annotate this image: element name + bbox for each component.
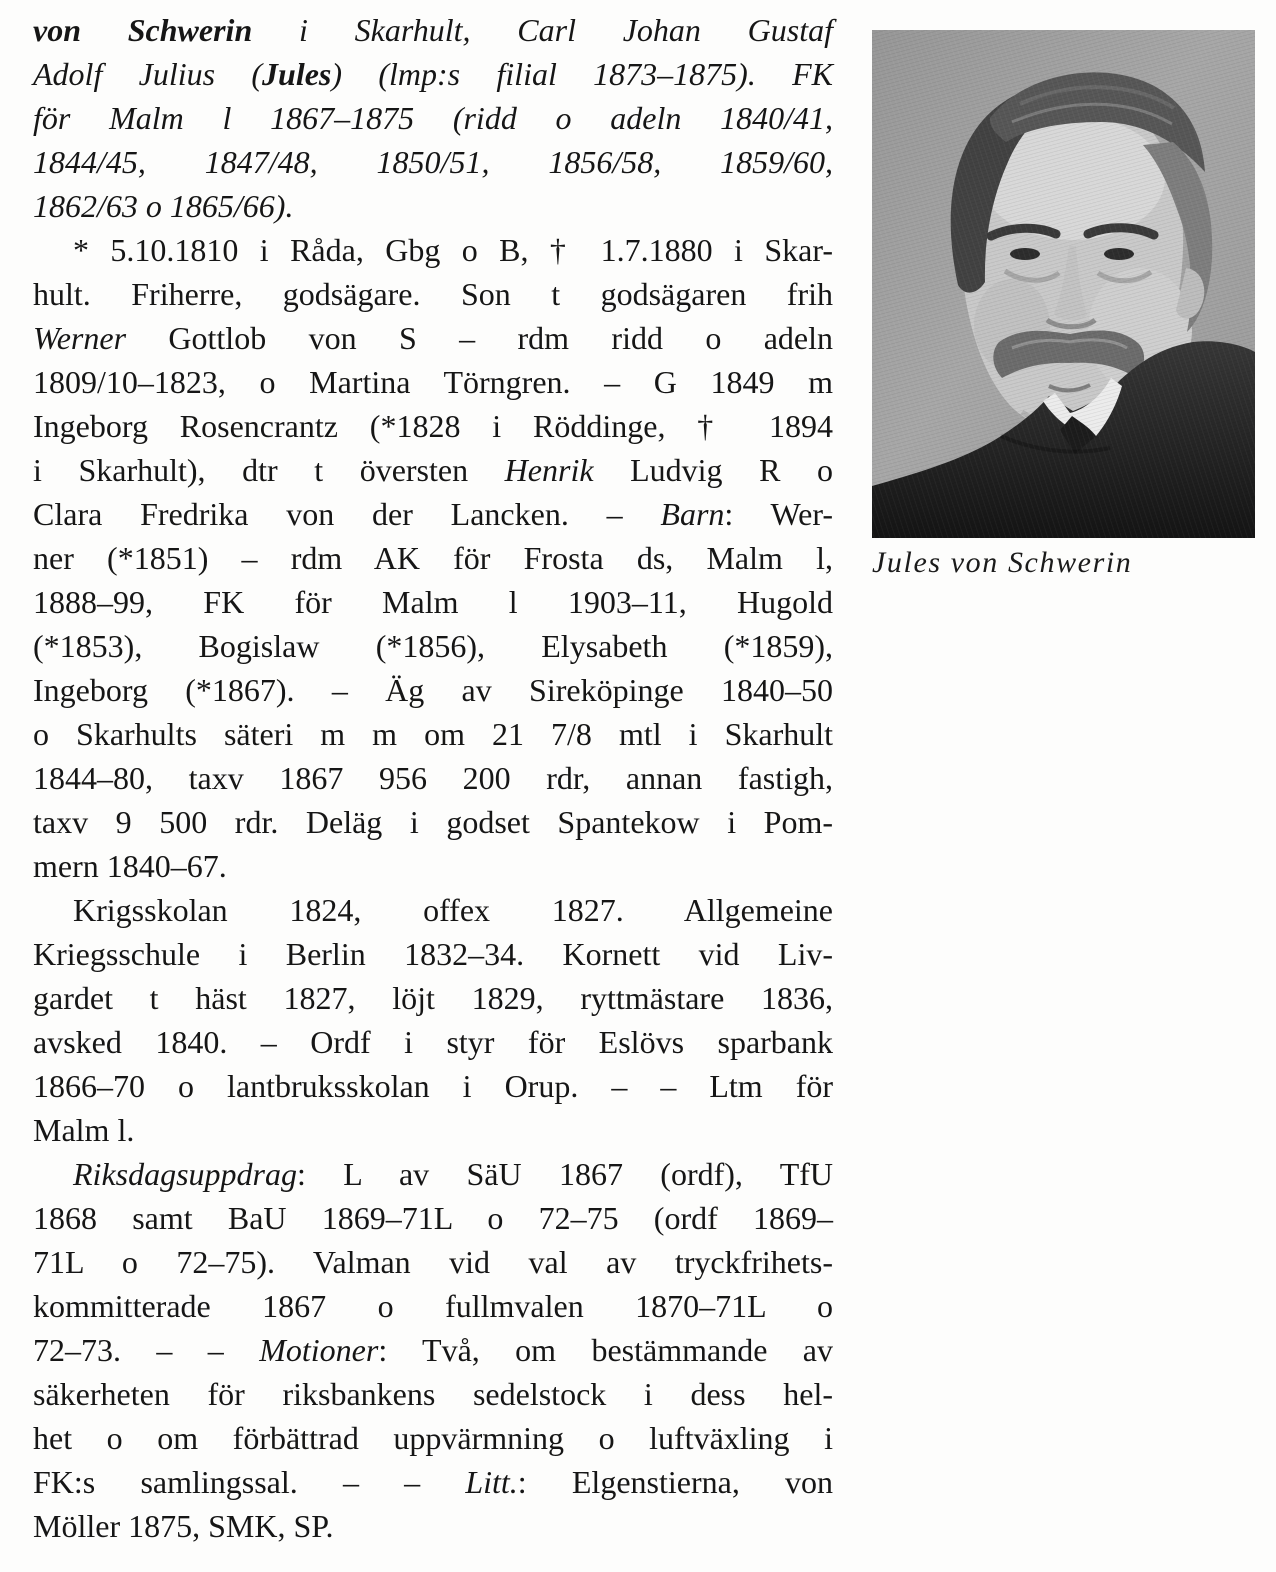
text-segment: 1888–99, FK för Malm l 1903–11, Hugold xyxy=(33,584,833,620)
text-line xyxy=(33,844,833,888)
text-segment: ) (lmp:s filial 1873–1875). FK xyxy=(331,56,834,92)
paragraph-biography xyxy=(33,228,833,888)
text-line xyxy=(33,1504,833,1548)
text-line xyxy=(33,1328,833,1372)
article-text xyxy=(33,8,833,1548)
text-segment: Clara Fredrika von der Lancken. – xyxy=(33,496,661,532)
text-segment: 1844–80, taxv 1867 956 200 rdr, annan fastigh, xyxy=(33,760,833,796)
text-line xyxy=(33,624,833,668)
text-segment: mern 1840–67. xyxy=(33,848,227,884)
text-line xyxy=(33,1284,833,1328)
text-segment: Riksdagsuppdrag xyxy=(73,1156,297,1192)
text-line xyxy=(33,404,833,448)
text-segment: o Skarhults säteri m m om 21 7/8 mtl i Skarhult xyxy=(33,716,833,752)
text-segment: ner (*1851) – rdm AK för Frosta ds, Malm l, xyxy=(33,540,833,576)
text-segment: 1809/10–1823, o Martina Törngren. – G 1849 m xyxy=(33,364,833,400)
text-line xyxy=(33,272,833,316)
text-segment: * 5.10.1810 i Råda, Gbg o B, † 1.7.1880 i Skar- xyxy=(73,232,833,268)
text-segment: Jules xyxy=(262,56,332,92)
text-segment: Barn xyxy=(660,496,725,532)
text-segment: Möller 1875, SMK, SP. xyxy=(33,1508,334,1544)
text-line xyxy=(33,1240,833,1284)
text-line xyxy=(33,448,833,492)
paragraph-career xyxy=(33,888,833,1152)
text-line xyxy=(33,1372,833,1416)
text-line xyxy=(33,800,833,844)
text-line xyxy=(33,580,833,624)
text-line xyxy=(33,316,833,360)
text-segment: het o om förbättrad uppvärmning o luftväxling i xyxy=(33,1420,833,1456)
text-segment: Ingeborg (*1867). – Äg av Sireköpinge 1840–50 xyxy=(33,672,833,708)
text-line xyxy=(33,492,833,536)
text-line xyxy=(33,668,833,712)
text-segment: : L av SäU 1867 (ordf), TfU xyxy=(297,1156,833,1192)
portrait-photo xyxy=(872,30,1255,538)
text-segment: FK:s samlingssal. – – xyxy=(33,1464,466,1500)
text-segment: Krigsskolan 1824, offex 1827. Allgemeine xyxy=(73,892,833,928)
text-line xyxy=(33,1416,833,1460)
text-segment: gardet t häst 1827, löjt 1829, ryttmästare 1836, xyxy=(33,980,833,1016)
text-segment: Kriegsschule i Berlin 1832–34. Kornett vid Liv- xyxy=(33,936,833,972)
text-line xyxy=(33,52,833,96)
text-segment: i Skarhult), dtr t översten xyxy=(33,452,505,488)
text-segment: 71L o 72–75). Valman vid val av tryckfrihets- xyxy=(33,1244,833,1280)
text-line xyxy=(33,536,833,580)
text-segment: för Malm l 1867–1875 (ridd o adeln 1840/41, xyxy=(33,100,833,136)
text-segment: 1866–70 o lantbruksskolan i Orup. – – Ltm för xyxy=(33,1068,833,1104)
text-segment: Gottlob von S – rdm ridd o adeln xyxy=(126,320,833,356)
text-segment: Malm l. xyxy=(33,1112,135,1148)
text-segment: Litt. xyxy=(465,1464,518,1500)
text-segment: Werner xyxy=(33,320,127,356)
text-line xyxy=(33,184,833,228)
text-line xyxy=(33,8,833,52)
text-segment: säkerheten för riksbankens sedelstock i dess hel- xyxy=(33,1376,833,1412)
text-line xyxy=(33,360,833,404)
text-segment: (*1853), Bogislaw (*1856), Elysabeth (*1859), xyxy=(33,628,833,664)
text-line xyxy=(33,140,833,184)
text-line xyxy=(33,96,833,140)
text-segment: kommitterade 1867 o fullmvalen 1870–71L o xyxy=(33,1288,833,1324)
text-line xyxy=(33,712,833,756)
text-line xyxy=(33,1020,833,1064)
text-segment: : Wer- xyxy=(724,496,834,532)
text-line xyxy=(33,756,833,800)
text-segment: 1862/63 o 1865/66). xyxy=(33,188,294,224)
text-line xyxy=(33,888,833,932)
text-segment: : Två, om bestämmande av xyxy=(378,1332,834,1368)
portrait-caption: Jules von Schwerin xyxy=(872,546,1133,579)
text-segment: Ingeborg Rosencrantz (*1828 i Röddinge, † 1894 xyxy=(33,408,833,444)
text-segment: Motioner xyxy=(259,1332,379,1368)
text-line xyxy=(33,1108,833,1152)
text-segment: 1868 samt BaU 1869–71L o 72–75 (ordf 1869– xyxy=(33,1200,833,1236)
text-line xyxy=(33,1064,833,1108)
text-line xyxy=(33,228,833,272)
text-segment: 72–73. – – xyxy=(33,1332,260,1368)
text-line xyxy=(33,1196,833,1240)
text-line xyxy=(33,976,833,1020)
text-line xyxy=(33,1152,833,1196)
text-line xyxy=(33,1460,833,1504)
text-segment: hult. Friherre, godsägare. Son t godsägaren frih xyxy=(33,276,833,312)
portrait-figure xyxy=(872,30,1255,580)
paragraph-heading xyxy=(33,8,833,228)
text-line xyxy=(33,932,833,976)
text-segment: i Skarhult, Carl Johan Gustaf xyxy=(252,12,834,48)
text-segment: taxv 9 500 rdr. Deläg i godset Spantekow i Pom- xyxy=(33,804,833,840)
text-segment: Henrik xyxy=(504,452,594,488)
text-segment: von Schwerin xyxy=(33,12,253,48)
paragraph-riksdag xyxy=(33,1152,833,1548)
text-segment: : Elgenstierna, von xyxy=(517,1464,833,1500)
text-segment: avsked 1840. – Ordf i styr för Eslövs sparbank xyxy=(33,1024,833,1060)
text-segment: Ludvig R o xyxy=(593,452,834,488)
text-segment: Adolf Julius ( xyxy=(33,56,263,92)
text-segment: 1844/45, 1847/48, 1850/51, 1856/58, 1859/60, xyxy=(33,144,833,180)
